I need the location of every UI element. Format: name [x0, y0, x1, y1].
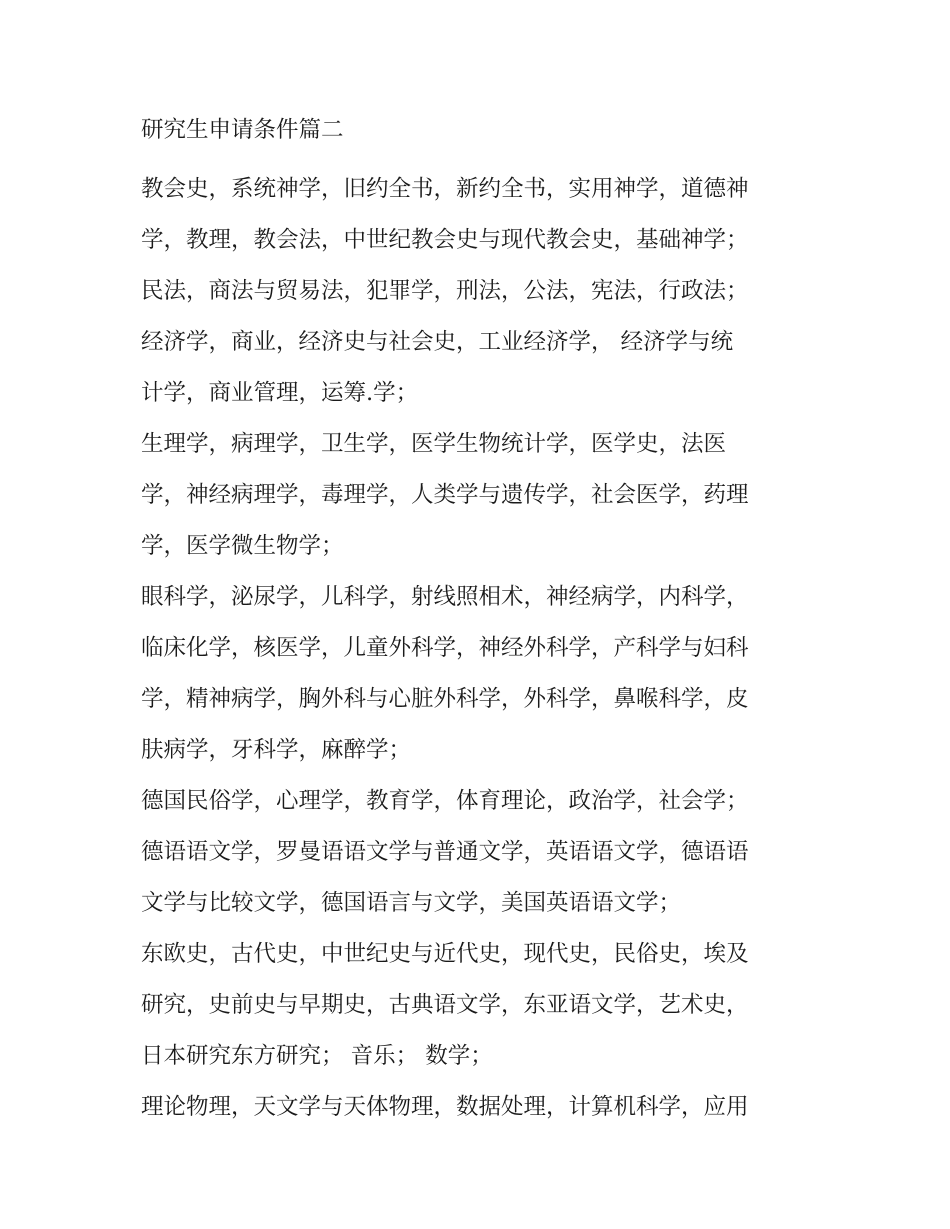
text-line: 肤病学，牙科学，麻醉学；	[141, 737, 412, 763]
text-line: 文学与比较文学，德国语言与文学，美国英语语文学；	[141, 890, 682, 916]
paragraph-economics	[141, 317, 821, 419]
paragraph-medicine-clinical	[141, 572, 821, 776]
text-line: 研究，史前史与早期史，古典语文学，东亚语文学，艺术史，	[141, 992, 749, 1018]
text-line: 学，医学微生物学；	[141, 533, 344, 559]
text-line: 学，精神病学，胸外科与心脏外科学，外科学，鼻喉科学，皮	[141, 686, 749, 712]
text-line: 学，教理，教会法，中世纪教会史与现代教会史，基础神学；	[141, 227, 749, 253]
text-line: 生理学，病理学，卫生学，医学生物统计学，医学史，法医	[141, 431, 727, 457]
document-body	[141, 112, 821, 1133]
paragraph-medicine-basic	[141, 419, 821, 572]
paragraph-theology	[141, 164, 821, 266]
paragraph-social-sciences	[141, 776, 821, 827]
text-line: 临床化学，核医学，儿童外科学，神经外科学，产科学与妇科	[141, 635, 749, 661]
section-heading: 研究生申请条件篇二	[141, 117, 344, 143]
paragraph-philology	[141, 827, 821, 929]
text-line: 东欧史，古代史，中世纪史与近代史，现代史，民俗史，埃及	[141, 941, 749, 967]
paragraph-law	[141, 266, 821, 317]
text-line: 计学，商业管理，运筹.学；	[141, 380, 419, 406]
text-line: 日本研究东方研究； 音乐； 数学；	[141, 1043, 493, 1069]
text-line: 经济学，商业，经济史与社会史，工业经济学， 经济学与统	[141, 329, 734, 355]
text-line: 教会史，系统神学，旧约全书，新约全书，实用神学，道德神	[141, 176, 749, 202]
paragraph-history	[141, 929, 821, 1082]
text-line: 眼科学，泌尿学，儿科学，射线照相术，神经病学，内科学，	[141, 584, 749, 610]
text-line: 德语语文学，罗曼语语文学与普通文学，英语语文学，德语语	[141, 839, 749, 865]
text-line: 理论物理，天文学与天体物理，数据处理，计算机科学，应用	[141, 1094, 749, 1120]
text-line: 德国民俗学，心理学，教育学，体育理论，政治学，社会学；	[141, 788, 749, 814]
text-line: 民法，商法与贸易法，犯罪学，刑法，公法，宪法，行政法；	[141, 278, 749, 304]
paragraph-physics	[141, 1082, 821, 1133]
text-line: 学，神经病理学，毒理学，人类学与遗传学，社会医学，药理	[141, 482, 749, 508]
